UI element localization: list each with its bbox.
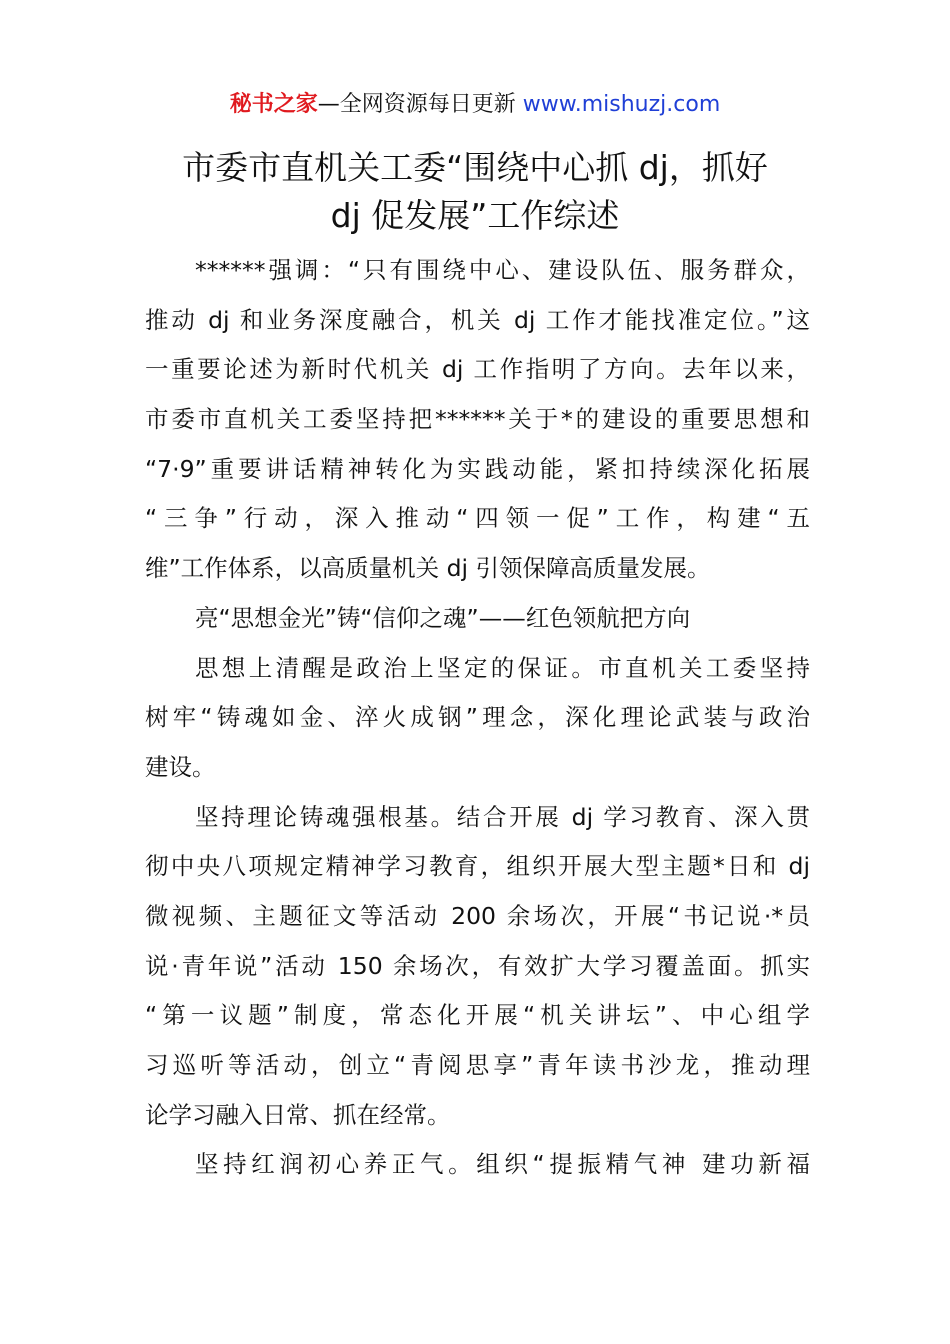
body-line: 思想上清醒是政治上坚定的保证。市直机关工委坚持 [195, 653, 810, 682]
body-line: 树牢“铸魂如金、淬火成钢”理念，深化理论武装与政治 [145, 703, 810, 732]
body-line: “第一议题”制度，常态化开展“机关讲坛”、中心组学 [145, 1001, 810, 1030]
body-line: 市委市直机关工委坚持把******关于*的建设的重要思想和 [145, 405, 810, 434]
document-body [145, 246, 810, 1190]
body-line: 一重要论述为新时代机关 dj 工作指明了方向。去年以来， [145, 355, 810, 384]
brand-name: 秘书之家 [229, 92, 318, 117]
body-line: ******强调：“只有围绕中心、建设队伍、服务群众， [195, 256, 810, 284]
body-line: 推动 dj 和业务深度融合，机关 dj 工作才能找准定位。”这 [145, 305, 810, 334]
body-line: 习巡听等活动，创立“青阅思享”青年读书沙龙，推动理 [145, 1051, 810, 1079]
document-title [120, 144, 830, 240]
body-line: 微视频、主题征文等活动 200 余场次，开展“书记说·*员 [145, 901, 810, 930]
body-line: 坚持红润初心养正气。组织“提振精气神 建功新福 [195, 1150, 810, 1179]
site-url-link[interactable]: www.mishuzj.com [522, 92, 721, 117]
section-heading: 亮“思想金光”铸“信仰之魂”——红色领航把方向 [195, 603, 691, 632]
body-line: “7·9”重要讲话精神转化为实践动能，紧扣持续深化拓展 [145, 454, 810, 483]
site-header [0, 88, 950, 122]
body-line: “三争”行动，深入推动“四领一促”工作，构建“五 [145, 504, 810, 533]
body-line: 建设。 [145, 752, 216, 781]
title-line-1: 市委市直机关工委“围绕中心抓 dj，抓好 [182, 148, 768, 187]
site-tagline: —全网资源每日更新 [317, 92, 523, 117]
title-line-2: dj 促发展”工作综述 [330, 196, 620, 235]
body-line: 维”工作体系，以高质量机关 dj 引领保障高质量发展。 [145, 554, 711, 583]
body-line: 彻中央八项规定精神学习教育，组织开展大型主题*日和 dj [145, 852, 810, 881]
body-line: 论学习融入日常、抓在经常。 [145, 1100, 451, 1129]
body-line: 说·青年说”活动 150 余场次，有效扩大学习覆盖面。抓实 [145, 951, 810, 980]
body-line: 坚持理论铸魂强根基。结合开展 dj 学习教育、深入贯 [195, 802, 810, 831]
